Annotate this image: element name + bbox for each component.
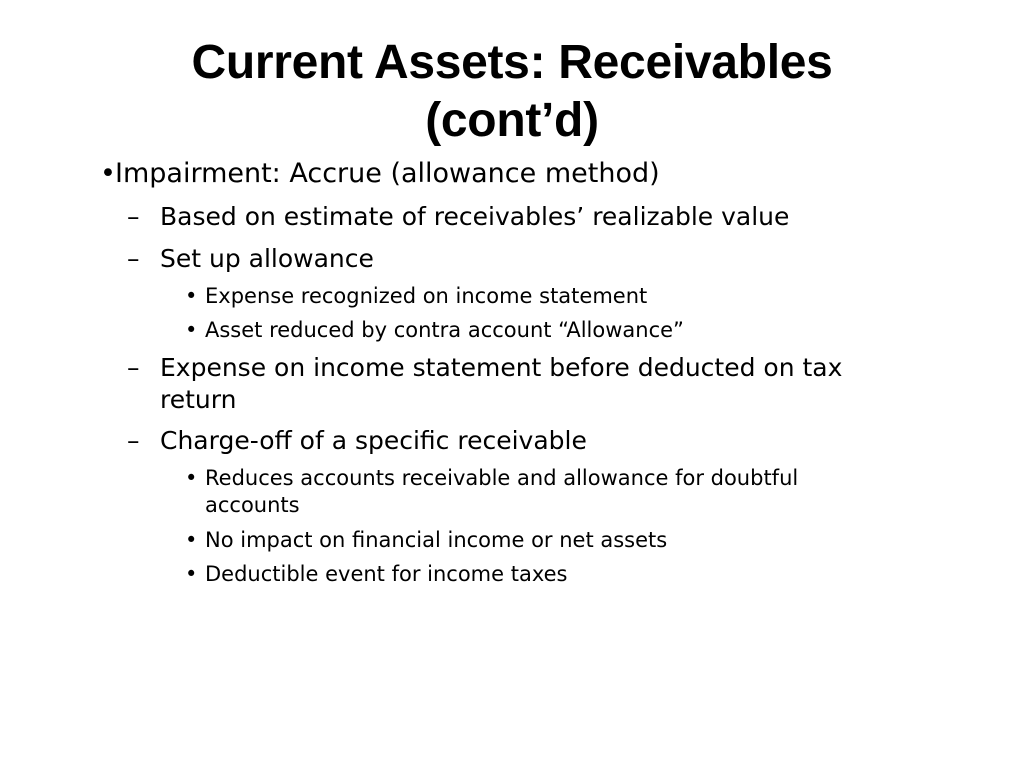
sub-bullet-estimate: Based on estimate of receivables’ realizable value [160, 202, 790, 231]
bullet-marker: • [185, 466, 198, 490]
bullet-marker: • [185, 528, 198, 552]
sub-bullet-expense-before-tax-continued: return [160, 385, 237, 414]
slide-title-line-1: Current Assets: Receivables [191, 36, 833, 89]
dash-marker: – [127, 426, 140, 455]
bullet-marker: • [185, 318, 198, 342]
bullet-impairment: Impairment: Accrue (allowance method) [115, 158, 660, 189]
dash-marker: – [127, 244, 140, 273]
dash-marker: – [127, 202, 140, 231]
bullet-marker: • [185, 562, 198, 586]
dash-marker: – [127, 353, 140, 382]
sub-sub-bullet-no-impact: No impact on financial income or net assets [205, 528, 668, 552]
bullet-marker: • [100, 158, 116, 189]
sub-sub-bullet-reduces-receivable: Reduces accounts receivable and allowance for doubtful [205, 466, 799, 490]
bullet-marker: • [185, 284, 198, 308]
slide-title-line-2: (cont’d) [425, 94, 599, 147]
sub-bullet-charge-off: Charge-off of a specific receivable [160, 426, 587, 455]
sub-sub-bullet-asset-reduced: Asset reduced by contra account “Allowance” [205, 318, 684, 342]
sub-bullet-expense-before-tax: Expense on income statement before deducted on tax [160, 353, 843, 382]
sub-sub-bullet-expense-recognized: Expense recognized on income statement [205, 284, 648, 308]
sub-sub-bullet-deductible-event: Deductible event for income taxes [205, 562, 568, 586]
sub-sub-bullet-reduces-receivable-continued: accounts [205, 493, 300, 517]
sub-bullet-set-up-allowance: Set up allowance [160, 244, 374, 273]
